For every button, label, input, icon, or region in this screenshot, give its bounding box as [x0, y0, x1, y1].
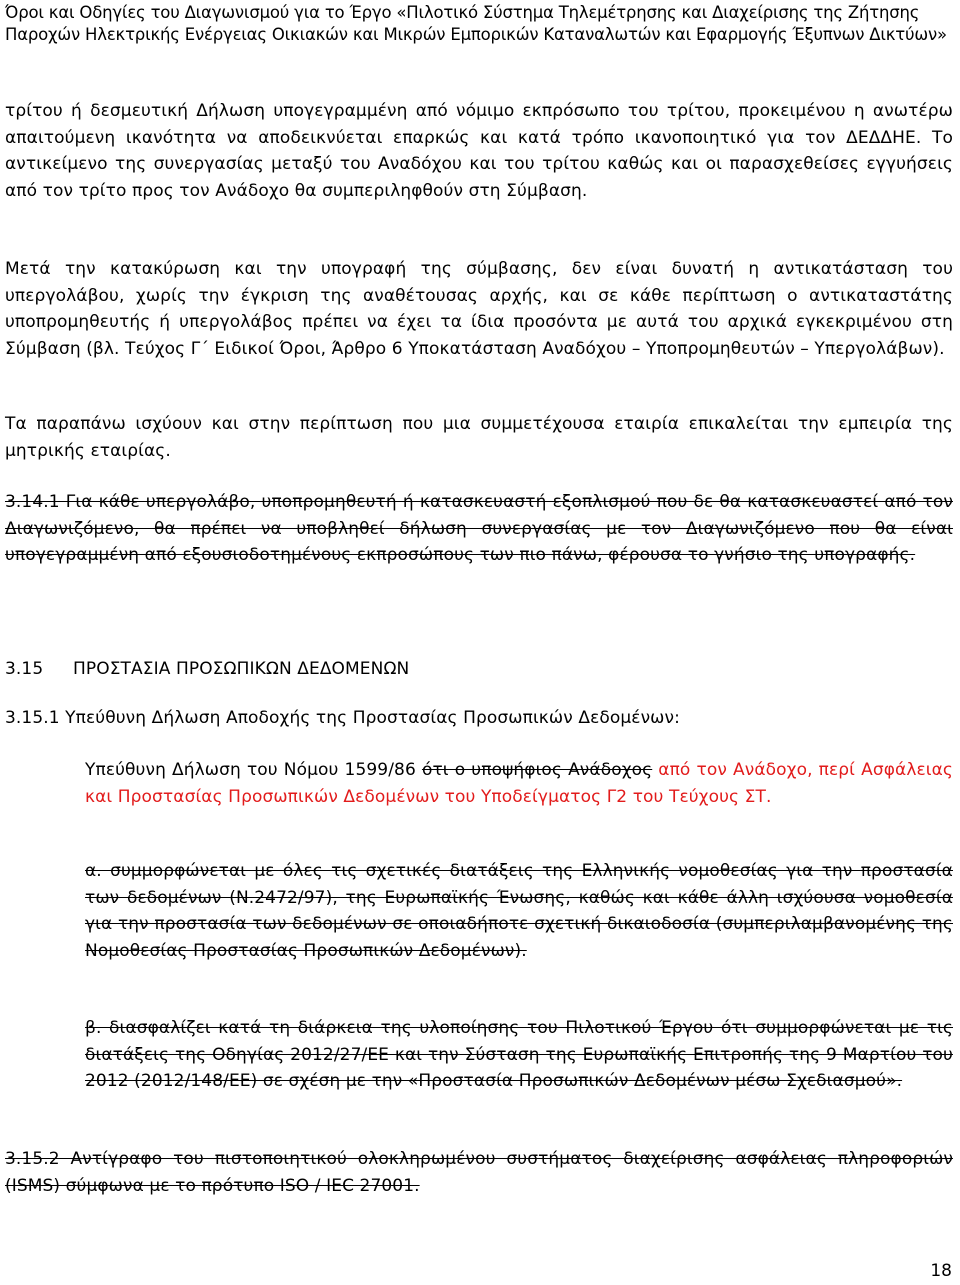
- paragraph-declaration: [85, 757, 953, 810]
- section-number: 3.15: [5, 659, 44, 679]
- declaration-inserted-text: από τον Ανάδοχο, περί Ασφάλειας και Προστασίας Προσωπικών Δεδομένων του Υποδείγματος Γ2 του Τεύχους ΣΤ.: [85, 760, 954, 807]
- list-item-a-deleted: α. συμμορφώνεται με όλες τις σχετικές διατάξεις της Ελληνικής νομοθεσίας για την προστασία των δεδομένων (Ν.2472/97), της Ευρωπαϊκής Ένωσης, καθώς και κάθε άλλη ισχύουσα νομοθεσία για την προστασία των δεδομένων σε οποιαδήποτε σχετική δικαιοδοσία (συμπεριλαμβανομένης της Νομοθεσίας Προστασίας Προσωπικών Δεδομένων).: [85, 861, 953, 961]
- paragraph-3-15-2-deleted: 3.15.2 Αντίγραφο του πιστοποιητικού ολοκληρωμένου συστήματος διαχείρισης ασφάλειας πληροφοριών (ISMS) σύμφωνα με το πρότυπο ISO / IEC 27001.: [5, 1149, 953, 1196]
- section-title: ΠΡΟΣΤΑΣΙΑ ΠΡΟΣΩΠΙΚΩΝ ΔΕΔΟΜΕΝΩΝ: [73, 659, 410, 679]
- declaration-deleted-text: ότι ο υποψήφιος Ανάδοχος: [421, 760, 653, 780]
- paragraph-3-14-1-deleted: 3.14.1 Για κάθε υπεργολάβο, υποπρομηθευτή ή κατασκευαστή εξοπλισμού που δε θα κατασκευαστεί από τον Διαγωνιζόμενο, θα πρέπει να υποβληθεί δήλωση συνεργασίας με τον Διαγωνιζόμενο που θα είναι υπογεγραμμένη από εξουσιοδοτημένους εκπροσώπους των πιο πάνω, φέρουσα το γνήσιο της υπογραφής.: [5, 492, 953, 565]
- page-header: Όροι και Οδηγίες του Διαγωνισμού για το Έργο «Πιλοτικό Σύστημα Τηλεμέτρησης και Διαχείρισης της Ζήτησης Παροχών Ηλεκτρικής Ενέργειας Οικιακών και Μικρών Εμπορικών Καταναλωτών και Εφαρμογής Έξυπνων Δικτύων»: [5, 3, 947, 44]
- paragraph-subcontractor-substitution: Μετά την κατακύρωση και την υπογραφή της σύμβασης, δεν είναι δυνατή η αντικατάσταση του υπεργολάβου, χωρίς την έγκριση της αναθέτουσας αρχής, και σε κάθε περίπτωση ο αντικαταστάτης υποπρομηθευτής ή υπεργολάβος πρέπει να έχει τα ίδια προσόντα με αυτά του αρχικά εγκεκριμένου στη Σύμβαση (βλ. Τεύχος Γ΄ Ειδικοί Όροι, Άρθρο 6 Υποκατάσταση Αναδόχου – Υποπρομηθευτών – Υπεργολάβων).: [5, 259, 953, 359]
- section-heading-3-15: [5, 656, 953, 683]
- paragraph-third-party-declaration: τρίτου ή δεσμευτική Δήλωση υπογεγραμμένη από νόμιμο εκπρόσωπο του τρίτου, προκειμένου η ανωτέρω απαιτούμενη ικανότητα να αποδεικνύεται επαρκώς και κατά τρόπο ικανοποιητικό για τον ΔΕΔΔΗΕ. Το αντικείμενο της συνεργασίας μεταξύ του Αναδόχου και του τρίτου καθώς και οι παρασχεθείσες εγγυήσεις από τον τρίτο προς τον Ανάδοχο θα συμπεριληφθούν στη Σύμβαση.: [5, 101, 953, 201]
- list-item-b-deleted: β. διασφαλίζει κατά τη διάρκεια της υλοποίησης του Πιλοτικού Έργου ότι συμμορφώνεται με τις διατάξεις της Οδηγίας 2012/27/ΕΕ και την Σύσταση της Ευρωπαϊκής Επιτροπής της 9 Μαρτίου του 2012 (2012/148/ΕΕ) σε σχέση με την «Προστασία Προσωπικών Δεδομένων μέσω Σχεδιασμού».: [85, 1018, 953, 1091]
- paragraph-parent-company: Τα παραπάνω ισχύουν και στην περίπτωση που μια συμμετέχουσα εταιρία επικαλείται την εμπειρία της μητρικής εταιρίας.: [5, 414, 953, 461]
- declaration-lead: Υπεύθυνη Δήλωση του Νόμου 1599/86: [85, 760, 422, 780]
- page-number: 18: [930, 1261, 952, 1281]
- paragraph-3-15-1: 3.15.1 Υπεύθυνη Δήλωση Αποδοχής της Προστασίας Προσωπικών Δεδομένων:: [5, 708, 680, 728]
